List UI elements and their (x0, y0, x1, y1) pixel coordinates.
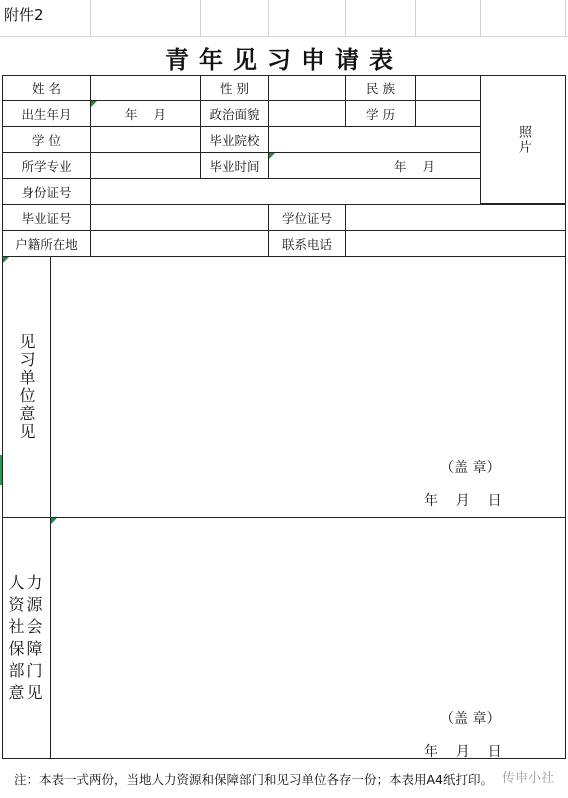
photo-label: 照片 (516, 124, 531, 155)
label-ethnicity: 民 族 (345, 75, 416, 101)
sheet-gridline (200, 0, 201, 36)
unit-opinion-label: 见习单位意见 (17, 333, 36, 441)
label-id-number: 身份证号 (2, 178, 91, 205)
sheet-gridline (480, 0, 481, 36)
cell-comment-marker (3, 257, 9, 263)
sheet-gridline (345, 0, 346, 36)
label-degree-cert-number: 学位证号 (268, 204, 346, 231)
row-selection-indicator (0, 455, 2, 485)
label-education: 学 历 (345, 100, 416, 127)
label-graduate-school: 毕业院校 (200, 126, 269, 153)
footer-note: 注：本表一式两份，当地人力资源和保障部门和见习单位各存一份；本表用A4纸打印。 (14, 772, 494, 787)
degree-field[interactable] (90, 126, 201, 153)
label-major: 所学专业 (2, 152, 91, 179)
label-phone: 联系电话 (268, 230, 346, 257)
label-name: 姓 名 (2, 75, 91, 101)
cell-comment-marker (269, 153, 275, 159)
phone-field[interactable] (345, 230, 566, 257)
label-degree: 学 位 (2, 126, 91, 153)
watermark: 传申小社 (498, 767, 554, 786)
sheet-gridline (565, 0, 566, 36)
diploma-number-field[interactable] (90, 204, 269, 231)
photo-box[interactable] (480, 75, 566, 204)
sheet-gridline (0, 36, 568, 37)
label-household-location: 户籍所在地 (2, 230, 91, 257)
hr-stamp-label: （盖 章） (440, 711, 501, 727)
household-location-field[interactable] (90, 230, 269, 257)
label-birth-date: 出生年月 (2, 100, 91, 127)
unit-stamp-label: （盖 章） (440, 460, 501, 476)
sheet-gridline (268, 0, 269, 36)
label-graduation-time: 毕业时间 (200, 152, 269, 179)
id-number-field[interactable] (90, 178, 481, 205)
sheet-gridline (90, 0, 91, 36)
cell-comment-marker (51, 518, 57, 524)
hr-date-label: 年 月 日 (424, 744, 502, 760)
education-field[interactable] (415, 100, 481, 127)
ethnicity-field[interactable] (415, 75, 481, 101)
political-status-field[interactable] (268, 100, 346, 127)
sheet-gridline (415, 0, 416, 36)
form-title: 青年见习申请表 (165, 45, 403, 74)
attachment-label: 附件2 (4, 6, 44, 24)
birth-date-field[interactable]: 年 月 (90, 100, 201, 127)
name-field[interactable] (90, 75, 201, 101)
cell-comment-marker (91, 101, 97, 107)
hr-opinion-label-cell (2, 517, 51, 759)
unit-opinion-field[interactable] (50, 256, 566, 518)
label-diploma-number: 毕业证号 (2, 204, 91, 231)
major-field[interactable] (90, 152, 201, 179)
graduate-school-field[interactable] (268, 126, 481, 153)
graduation-time-field[interactable]: 年 月 (268, 152, 481, 179)
label-gender: 性 别 (200, 75, 269, 101)
label-political-status: 政治面貌 (200, 100, 269, 127)
gender-field[interactable] (268, 75, 346, 101)
unit-date-label: 年 月 日 (424, 493, 502, 509)
hr-opinion-label: 人力资源社会保障部门意见 (8, 573, 45, 702)
unit-opinion-label-cell (2, 256, 51, 518)
degree-cert-number-field[interactable] (345, 204, 566, 231)
